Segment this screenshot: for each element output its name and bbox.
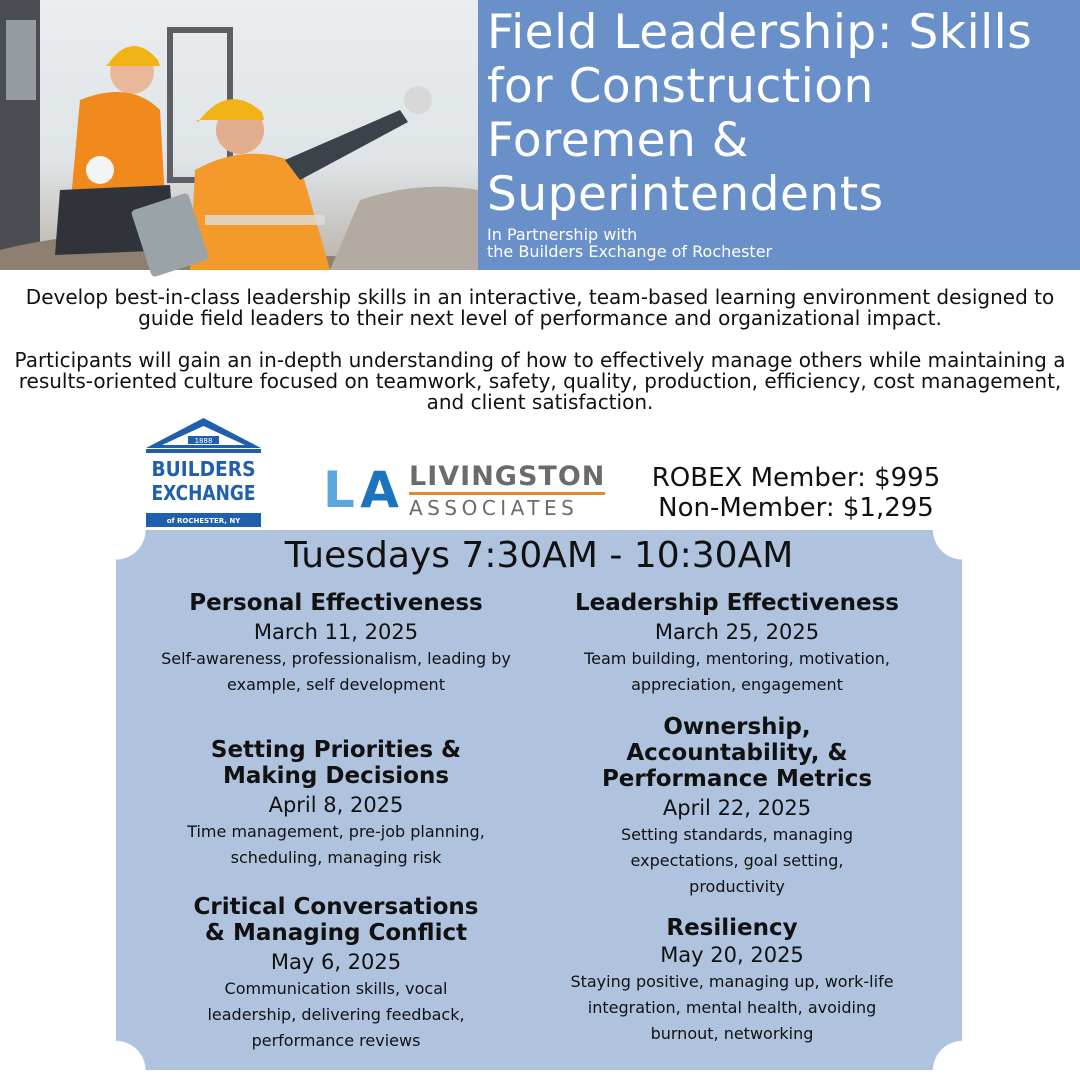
- session-date: March 25, 2025: [654, 620, 820, 644]
- session-description: Team building, mentoring, motivation, appreciation, engagement: [584, 649, 890, 694]
- session-date: April 8, 2025: [268, 793, 404, 817]
- header-title-panel: [478, 0, 1080, 270]
- non-member-price: Non-Member: $1,295: [658, 493, 934, 523]
- intro-paragraph-1: Develop best-in-class leadership skills in an interactive, team-based learning environment designed to guide field leaders to their next level of performance and organizational impact.: [25, 285, 1055, 330]
- la-wordmark: [409, 462, 605, 519]
- la-monogram: [323, 461, 393, 519]
- session-ownership-accountability: [547, 714, 927, 900]
- builders-exchange-logo-icon: [146, 418, 261, 528]
- member-price: ROBEX Member: $995: [651, 463, 941, 493]
- session-critical-conversations: [146, 894, 526, 1054]
- session-date: April 22, 2025: [662, 796, 812, 820]
- session-description: Staying positive, managing up, work-life integration, mental health, avoiding burnout, networking: [570, 972, 894, 1043]
- session-personal-effectiveness: [146, 590, 526, 698]
- session-date: May 20, 2025: [660, 943, 804, 967]
- session-description: Time management, pre-job planning, scheduling, managing risk: [187, 822, 485, 867]
- pricing: [636, 463, 956, 523]
- session-title: Critical Conversations & Managing Conflict: [193, 894, 479, 946]
- session-description: Communication skills, vocal leadership, delivering feedback, performance reviews: [207, 979, 465, 1050]
- partnership-line-1: In Partnership with: [487, 225, 638, 244]
- livingston-associates-logo: [323, 462, 608, 518]
- schedule-title: Tuesdays 7:30AM - 10:30AM: [284, 535, 794, 576]
- header-photo-construction-workers: [0, 0, 478, 270]
- logo-line-2: EXCHANGE: [151, 481, 256, 505]
- session-description: Self-awareness, professionalism, leading by example, self development: [161, 649, 511, 694]
- logo-year: 1888: [194, 437, 213, 445]
- la-accent-bar: [409, 492, 605, 495]
- partnership-line-2: the Builders Exchange of Rochester: [487, 242, 773, 261]
- logo-line-1: BUILDERS: [151, 457, 256, 481]
- session-title: Ownership, Accountability, & Performance Metrics: [601, 714, 873, 792]
- la-name-line-2: ASSOCIATES: [409, 496, 579, 520]
- la-mark-letter-a: A: [360, 461, 393, 519]
- builders-exchange-logo: [146, 418, 261, 528]
- course-title: Field Leadership: Skills for Construction Foremen & Superintendents: [487, 5, 1033, 222]
- logo-line-3: of ROCHESTER, NY: [166, 517, 241, 525]
- session-title: Resiliency: [666, 915, 798, 941]
- la-mark-text: L: [323, 461, 349, 519]
- intro-section: [10, 287, 1070, 434]
- partnership-note: [487, 226, 1080, 260]
- intro-paragraph-2: Participants will gain an in-depth understanding of how to effectively manage others while maintaining a results-oriented culture focused on teamwork, safety, quality, production, efficiency, cost management, and client satisfaction.: [14, 348, 1066, 414]
- session-leadership-effectiveness: [547, 590, 927, 698]
- session-setting-priorities: [146, 737, 526, 871]
- workers-illustration: [0, 0, 478, 270]
- session-title: Leadership Effectiveness: [575, 590, 899, 616]
- session-description: Setting standards, managing expectations, goal setting, productivity: [620, 825, 854, 896]
- session-resiliency: [537, 915, 927, 1047]
- session-title: Personal Effectiveness: [189, 590, 483, 616]
- session-date: March 11, 2025: [253, 620, 419, 644]
- session-title: Setting Priorities & Making Decisions: [210, 737, 462, 789]
- la-name-line-1: LIVINGSTON: [409, 461, 606, 492]
- session-date: May 6, 2025: [270, 950, 402, 974]
